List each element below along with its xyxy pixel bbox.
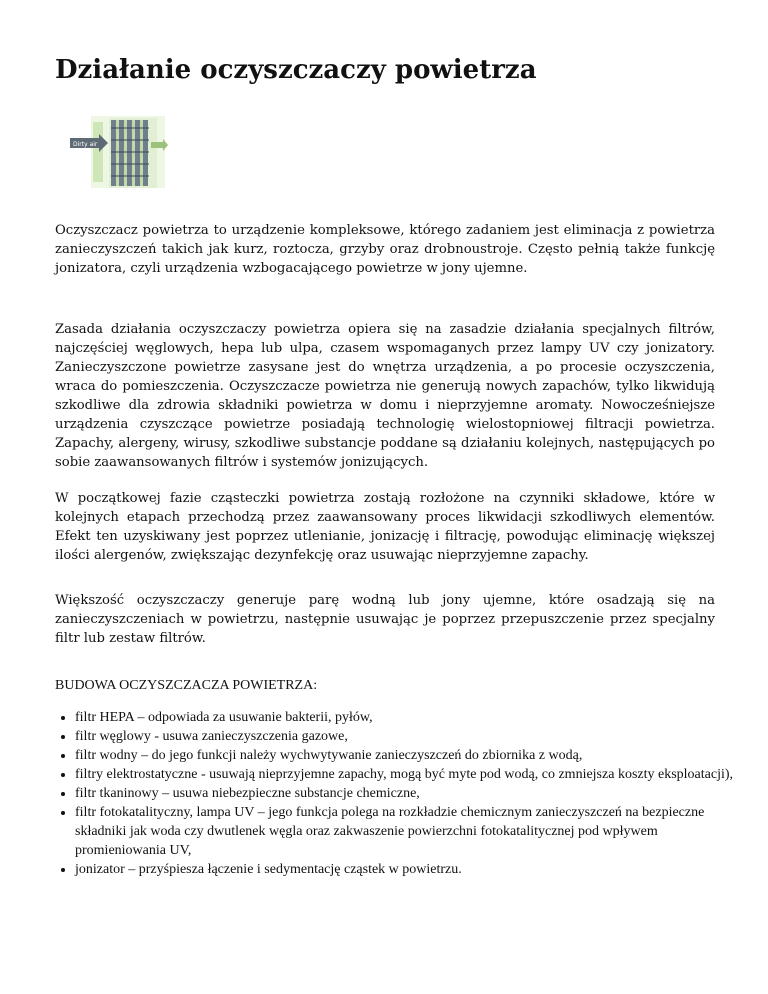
- air-purifier-illustration: [69, 112, 169, 192]
- intro-paragraph: Oczyszczacz powietrza to urządzenie kompleksowe, którego zadaniem jest eliminacja z powietrza zanieczyszczeń takich jak kurz, roztocza, grzyby oraz drobnoustroje. Często pełnią także funkcję jonizatora, czyli urządzenia wzbogacającego powietrze w jony ujemne.: [55, 223, 715, 276]
- list-item: • filtry elektrostatyczne - usuwają nieprzyjemne zapachy, mogą być myte pod wodą, co zmniejsza koszty eksploatacji),: [75, 765, 735, 784]
- list-item: • filtr fotokatalityczny, lampa UV – jego funkcja polega na rozkładzie chemicznym zanieczyszczeń na bezpieczne składniki jak woda czy dwutlenek węgla oraz zakwaszenie powierzchni fotokatalitycznej pod wpływem promieniowania UV,: [75, 803, 735, 860]
- list-item: • filtr tkaninowy – usuwa niebezpieczne substancje chemiczne,: [75, 784, 735, 803]
- ions-paragraph: Większość oczyszczaczy generuje parę wodną lub jony ujemne, które osadzają się na zanieczyszczeniach w powietrzu, następnie usuwając je poprzez przepuszczenie przez specjalny filtr lub zestaw filtrów.: [55, 593, 715, 646]
- dirty-air-label: Dirty air: [73, 141, 98, 148]
- page-title: Działanie oczyszczaczy powietrza: [55, 55, 537, 85]
- list-item: • filtr wodny – do jego funkcji należy wychwytywanie zanieczyszczeń do zbiornika z wodą,: [75, 746, 735, 765]
- filter-list: [55, 708, 735, 879]
- list-item: • jonizator – przyśpiesza łączenie i sedymentację cząstek w powietrzu.: [75, 860, 735, 879]
- list-item: • filtr HEPA – odpowiada za usuwanie bakterii, pyłów,: [75, 708, 735, 727]
- principle-paragraph: Zasada działania oczyszczaczy powietrza opiera się na zasadzie działania specjalnych filtrów, najczęściej węglowych, hepa lub ulpa, czasem wspomaganych przez lampy UV czy jonizatory. Zanieczyszczone powietrze zasysane jest do wnętrza urządzenia, a po procesie oczyszczenia, wraca do pomieszczenia. Oczyszczacze powietrza nie generują nowych zapachów, tylko likwidują szkodliwe dla zdrowia składniki powietrza w domu i nieprzyjemne aromaty. Nowocześniejsze urządzenia czyszczące powietrze posiadają technologię wielostopniowej filtracji powietrza. Zapachy, alergeny, wirusy, szkodliwe substancje poddane są działaniu kolejnych, następujących po sobie zaawansowanych filtrów i systemów jonizujących.: [55, 322, 715, 470]
- list-item: • filtr węglowy - usuwa zanieczyszczenia gazowe,: [75, 727, 735, 746]
- process-paragraph: W początkowej fazie cząsteczki powietrza zostają rozłożone na czynniki składowe, które w kolejnych etapach przechodzą przez zaawansowany proces likwidacji szkodliwych elementów. Efekt ten uzyskiwany jest poprzez utlenianie, jonizację i filtrację, powodując eliminację większej ilości alergenów, zwiększając dezynfekcję oraz usuwając nieprzyjemne zapachy.: [55, 491, 715, 563]
- section-heading: BUDOWA OCZYSZCZACZA POWIETRZA:: [55, 678, 318, 693]
